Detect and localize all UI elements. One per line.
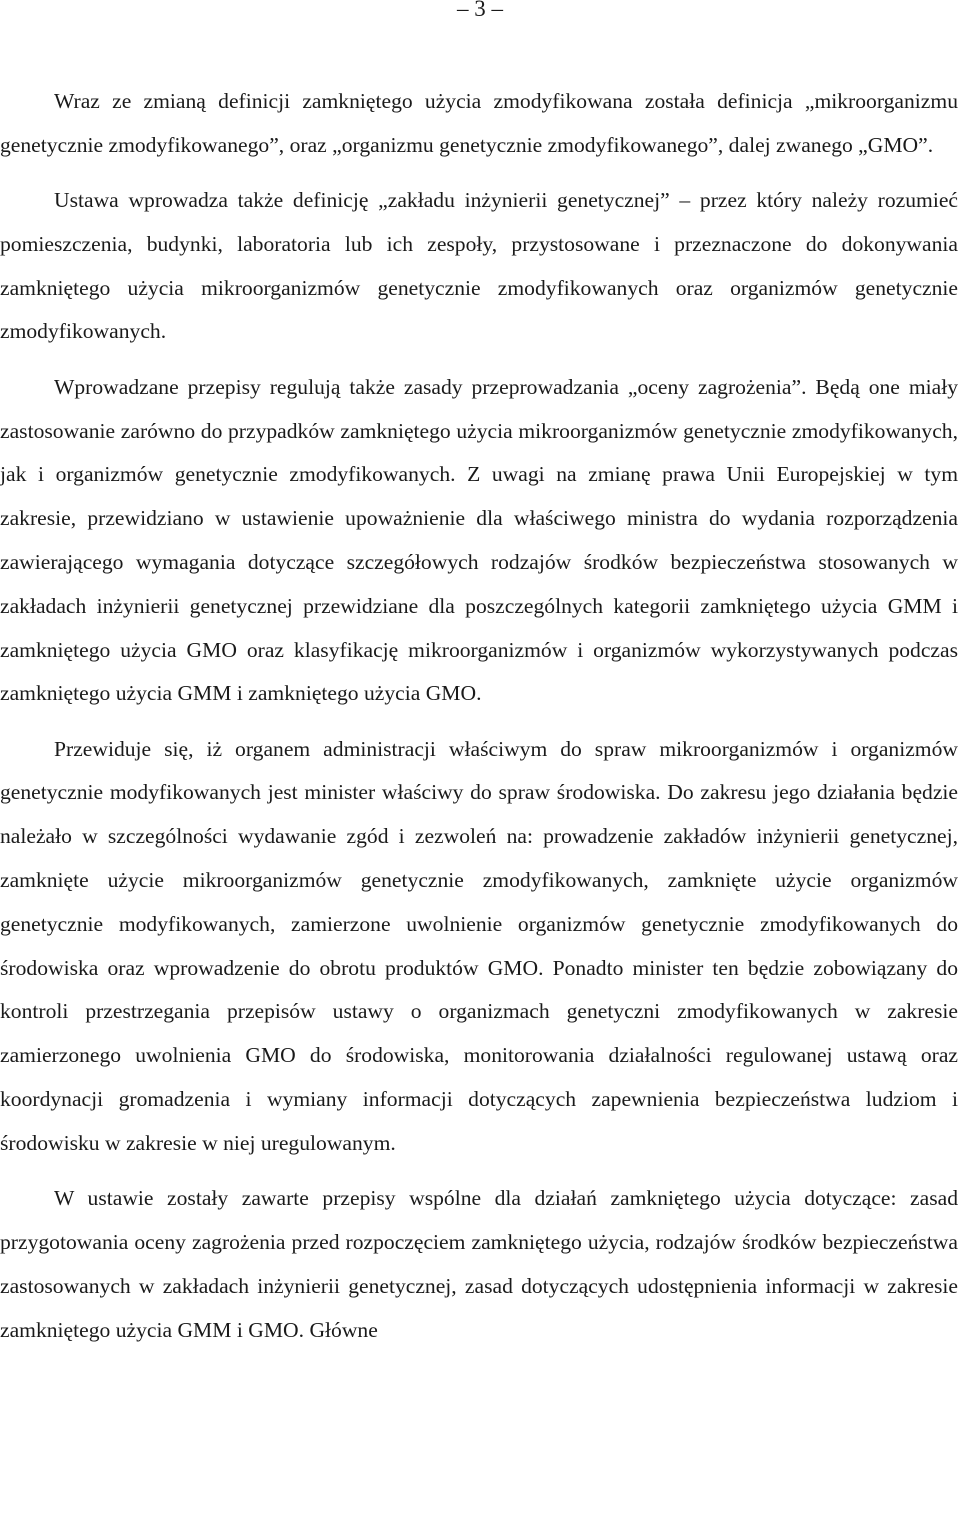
paragraph-competent-authority: Przewiduje się, iż organem administracji właściwym do spraw mikroorganizmów i organizmów genetycznie modyfikowanych jest minister właściwy do spraw środowiska. Do zakresu jego działania będzie należało w szczególności wydawanie zgód i zezwoleń na: prowadzenie zakładów inżynierii genetycznej, zamknięte użycie mikroorganizmów genetycznie zmodyfikowanych, zamknięte użycie organizmów genetycznie modyfikowanych, zamierzone uwolnienie organizmów genetycznie zmodyfikowanych do środowiska oraz wprowadzenie do obrotu produktów GMO. Ponadto minister ten będzie zobowiązany do kontroli przestrzegania przepisów ustawy o organizmach genetyczni zmodyfikowanych w zakresie zamierzonego uwolnienia GMO do środowiska, monitorowania działalności regulowanej ustawą oraz koordynacji gromadzenia i wymiany informacji dotyczących zapewnienia bezpieczeństwa ludziom i środowisku w zakresie w niej uregulowanym.	[0, 736, 958, 1155]
paragraph-genetic-engineering-facility: Ustawa wprowadza także definicję „zakładu inżynierii genetycznej” – przez który należy rozumieć pomieszczenia, budynki, laboratoria lub ich zespoły, przystosowane i przeznaczone do dokonywania zamkniętego użycia mikroorganizmów genetycznie zmodyfikowanych oraz organizmów genetycznie zmodyfikowanych.	[0, 188, 958, 344]
document-body	[0, 80, 958, 1352]
page-number: – 3 –	[457, 0, 503, 21]
paragraph-gmo-definitions: Wraz ze zmianą definicji zamkniętego użycia zmodyfikowana została definicja „mikroorganizmu genetycznie zmodyfikowanego”, oraz „organizmu genetycznie zmodyfikowanego”, dalej zwanego „GMO”.	[0, 89, 958, 157]
paragraph-common-provisions: W ustawie zostały zawarte przepisy wspólne dla działań zamkniętego użycia dotyczące: zasad przygotowania oceny zagrożenia przed rozpoczęciem zamkniętego użycia, rodzajów środków bezpieczeństwa zastosowanych w zakładach inżynierii genetycznej, zasad dotyczących udostępnienia informacji w zakresie zamkniętego użycia GMM i GMO. Główne	[0, 1186, 958, 1342]
paragraph-risk-assessment: Wprowadzane przepisy regulują także zasady przeprowadzania „oceny zagrożenia”. Będą one miały zastosowanie zarówno do przypadków zamkniętego użycia mikroorganizmów genetycznie zmodyfikowanych, jak i organizmów genetycznie zmodyfikowanych. Z uwagi na zmianę prawa Unii Europejskiej w tym zakresie, przewidziano w ustawienie upoważnienie dla właściwego ministra do wydania rozporządzenia zawierającego wymagania dotyczące szczegółowych rodzajów środków bezpieczeństwa stosowanych w zakładach inżynierii genetycznej przewidziane dla poszczególnych kategorii zamkniętego użycia GMM i zamkniętego użycia GMO oraz klasyfikację mikroorganizmów i organizmów wykorzystywanych podczas zamkniętego użycia GMM i zamkniętego użycia GMO.	[0, 374, 958, 706]
